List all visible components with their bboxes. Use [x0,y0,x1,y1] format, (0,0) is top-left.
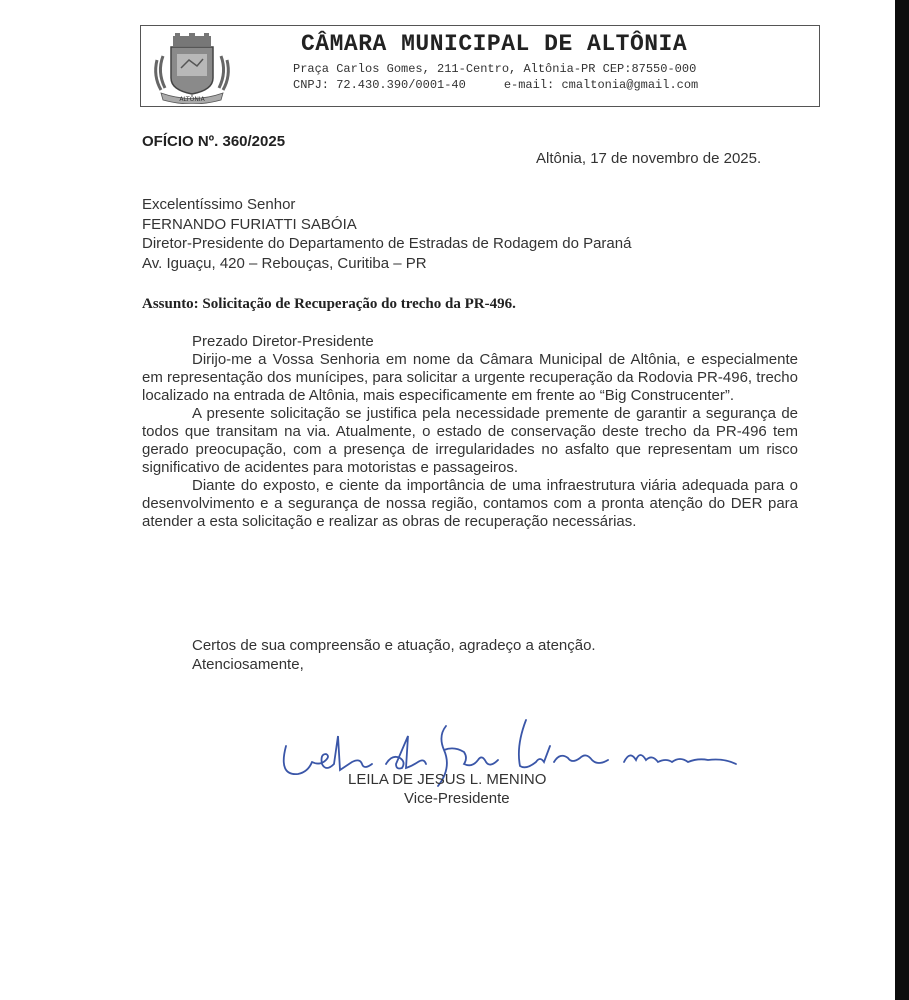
closing-line-1: Certos de sua compreensão e atuação, agradeço a atenção. [192,637,596,654]
document-date: Altônia, 17 de novembro de 2025. [536,150,762,167]
recipient-block [142,195,631,273]
institution-address: Praça Carlos Gomes, 211-Centro, Altônia-PR CEP:87550-000 [293,62,697,76]
municipal-crest-icon [151,32,233,104]
letterhead [140,25,820,107]
closing-block [192,636,596,674]
recipient-greeting: Excelentíssimo Senhor [142,196,296,213]
body-paragraph-1: Dirijo-me a Vossa Senhoria em nome da Câmara Municipal de Altônia, e especialmente em representação dos munícipes, para solicitar a urgente recuperação da Rodovia PR-496, trecho localizado na entrada de Altônia, mais especificamente em frente ao “Big Construcenter”. [142,351,798,404]
institution-name: CÂMARA MUNICIPAL DE ALTÔNIA [301,31,688,57]
signer-name: LEILA DE JESUS L. MENINO [348,771,547,788]
letter-body [142,333,798,531]
closing-line-2: Atenciosamente, [192,656,304,673]
crest-label: ALTÔNIA [179,96,205,103]
subject-line: Assunto: Solicitação de Recuperação do trecho da PR-496. [142,296,516,312]
recipient-title: Diretor-Presidente do Departamento de Estradas de Rodagem do Paraná [142,235,632,252]
recipient-name: FERNANDO FURIATTI SABÓIA [142,215,357,233]
body-paragraph-3: Diante do exposto, e ciente da importância de uma infraestrutura viária adequada para o desenvolvimento e a segurança de nossa região, contamos com a pronta atenção do DER para atender a esta solicitação e realizar as obras de recuperação necessárias. [142,477,798,530]
recipient-address: Av. Iguaçu, 420 – Rebouças, Curitiba – PR [142,254,427,272]
cnpj: CNPJ: 72.430.390/0001-40 [293,78,466,92]
salutation: Prezado Diretor-Presidente [192,333,374,350]
signer-role: Vice-Presidente [404,790,510,807]
institution-email: e-mail: cmaltonia@gmail.com [503,78,699,92]
scan-edge [895,0,909,1000]
institution-contact [293,78,698,92]
body-paragraph-2: A presente solicitação se justifica pela necessidade premente de garantir a segurança de todos que transitam na via. Atualmente, o estado de conservação deste trecho da PR-496 tem gerado preocupação, com a presença de irregularidades no asfalto que representam um risco significativo de acidentes para motoristas e passageiros. [142,405,798,476]
document-number: OFÍCIO Nº. 360/2025 [142,133,286,150]
